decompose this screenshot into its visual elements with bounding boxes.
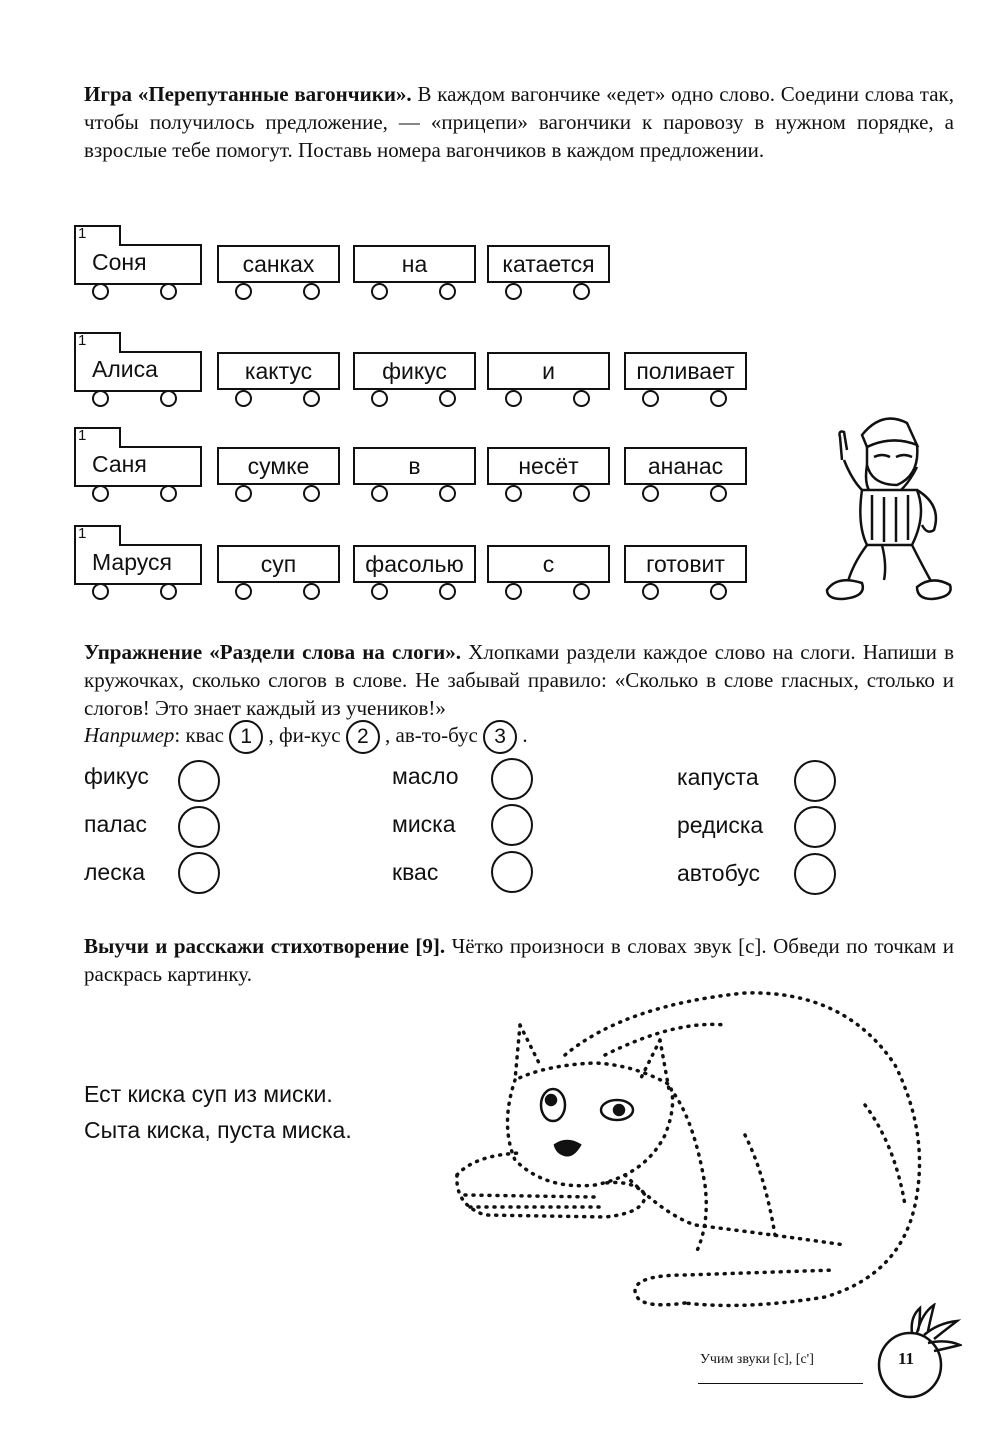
pineapple-page-icon <box>872 1303 962 1403</box>
wheel-icon <box>505 390 522 407</box>
car-word: Маруся <box>92 548 172 575</box>
wheel-icon <box>371 485 388 502</box>
footer-topic: Учим звуки [с], [с'] <box>700 1352 814 1367</box>
wheel-icon <box>439 390 456 407</box>
wheel-icon <box>160 485 177 502</box>
exercise-title: Упражнение «Раздели слова на слоги». <box>84 640 462 664</box>
wheel-icon <box>371 390 388 407</box>
wheel-icon <box>573 485 590 502</box>
wagon-car[interactable] <box>624 545 747 583</box>
wheel-icon <box>505 485 522 502</box>
example-word-2: фи-кус <box>278 722 341 747</box>
wagon-car[interactable] <box>487 352 610 390</box>
car-number: 1 <box>78 427 87 444</box>
wheel-icon <box>160 390 177 407</box>
wheel-icon <box>573 390 590 407</box>
syllable-word: квас <box>392 859 439 885</box>
wheel-icon <box>439 485 456 502</box>
syllable-answer-circle[interactable] <box>794 853 836 895</box>
wheel-icon <box>439 583 456 600</box>
syllable-word: леска <box>84 859 146 885</box>
syllable-word: миска <box>392 811 456 837</box>
car-word: несёт <box>518 452 579 479</box>
wheel-icon <box>303 583 320 600</box>
wheel-icon <box>235 583 252 600</box>
locomotive-car[interactable] <box>74 525 202 583</box>
wheel-icon <box>235 283 252 300</box>
example-sep-3: . <box>517 722 528 747</box>
car-word: в <box>408 452 421 479</box>
wheel-icon <box>303 283 320 300</box>
train-row <box>74 332 774 412</box>
wheel-icon <box>92 390 109 407</box>
syllable-word: палас <box>84 811 147 837</box>
exercise-instructions <box>84 638 954 722</box>
syllable-answer-circle[interactable] <box>491 758 533 800</box>
wagon-car[interactable] <box>217 352 340 390</box>
wheel-icon <box>710 583 727 600</box>
syllable-answer-circle[interactable] <box>794 806 836 848</box>
wagon-car[interactable] <box>353 545 476 583</box>
wagon-car[interactable] <box>353 245 476 283</box>
example-count-1: 1 <box>229 720 263 754</box>
example-count-3: 3 <box>483 720 517 754</box>
game-text: В каждом вагончике «едет» одно слово. Соедини слова так, чтобы получилось предложение, — «прицепи» вагончики к паровозу в нужном порядке, а взрослые тебе помогут. Поставь номера вагончиков в каждом предложении. <box>84 82 954 162</box>
poem-task-title: Выучи и расскажи стихотворение [9]. <box>84 934 446 958</box>
wagon-car[interactable] <box>217 545 340 583</box>
car-word: Алиса <box>92 355 158 382</box>
poem-line-1: Ест киска суп из миски. <box>84 1081 333 1107</box>
car-word: с <box>542 550 555 577</box>
example-word-1: квас <box>185 722 224 747</box>
car-word: катается <box>502 250 595 277</box>
syllable-answer-circle[interactable] <box>178 852 220 894</box>
wheel-icon <box>642 390 659 407</box>
syllable-word: масло <box>392 763 459 789</box>
wagon-car[interactable] <box>353 352 476 390</box>
poem <box>84 1076 352 1148</box>
car-number: 1 <box>78 525 87 542</box>
train-row <box>74 427 774 507</box>
car-word: суп <box>260 550 297 577</box>
example-count-2: 2 <box>346 720 380 754</box>
wagon-car[interactable] <box>624 447 747 485</box>
car-word: Соня <box>92 248 147 275</box>
game-title: Игра «Перепутанные вагончики». <box>84 82 412 106</box>
locomotive-car[interactable] <box>74 332 202 390</box>
wheel-icon <box>92 583 109 600</box>
wheel-icon <box>160 283 177 300</box>
wheel-icon <box>573 283 590 300</box>
example-label: Например <box>84 722 175 747</box>
car-number: 1 <box>78 225 87 242</box>
car-word: санках <box>242 250 315 277</box>
car-word: ананас <box>647 452 724 479</box>
car-word: поливает <box>636 357 735 384</box>
wheel-icon <box>235 390 252 407</box>
car-word: на <box>401 250 428 277</box>
poem-instructions <box>84 932 954 988</box>
locomotive-car[interactable] <box>74 427 202 485</box>
wheel-icon <box>439 283 456 300</box>
footer-divider <box>698 1383 863 1384</box>
syllable-answer-circle[interactable] <box>794 760 836 802</box>
wheel-icon <box>505 583 522 600</box>
car-word: фикус <box>382 357 447 384</box>
game-instructions <box>84 80 954 164</box>
exercise-text: Хлопками раздели каждое слово на слоги. Напиши в кружочках, сколько слогов в слове. Не забывай правило: «Сколько в слове гласных, столько и слогов! Это знает каждый из учеников!» <box>84 640 954 720</box>
wheel-icon <box>303 390 320 407</box>
wheel-icon <box>371 583 388 600</box>
example-sep-1: , <box>263 722 274 747</box>
wheel-icon <box>371 283 388 300</box>
car-word: и <box>542 357 555 384</box>
syllable-word: автобус <box>677 860 760 886</box>
wheel-icon <box>642 485 659 502</box>
car-number: 1 <box>78 332 87 349</box>
car-word: сумке <box>247 452 310 479</box>
wheel-icon <box>235 485 252 502</box>
wheel-icon <box>710 485 727 502</box>
locomotive-car[interactable] <box>74 225 202 283</box>
gnome-illustration <box>822 405 957 605</box>
wheel-icon <box>710 390 727 407</box>
syllable-word: редиска <box>677 812 764 838</box>
car-word: кактус <box>244 357 313 384</box>
train-row <box>74 525 774 605</box>
wheel-icon <box>642 583 659 600</box>
train-row <box>74 225 774 305</box>
syllable-word: капуста <box>677 764 759 790</box>
wheel-icon <box>160 583 177 600</box>
wheel-icon <box>573 583 590 600</box>
wheel-icon <box>92 485 109 502</box>
wheel-icon <box>505 283 522 300</box>
wheel-icon <box>303 485 320 502</box>
wagon-car[interactable] <box>487 447 610 485</box>
poem-task-text: Чётко произноси в словах звук [с]. Обведи по точкам и раскрась картинку. <box>84 934 954 986</box>
example-word-3: ав-то-бус <box>395 722 478 747</box>
wagon-car[interactable] <box>217 447 340 485</box>
example-sep-2: , <box>379 722 391 747</box>
car-word: готовит <box>646 550 725 577</box>
dotted-cat-illustration[interactable] <box>445 985 935 1315</box>
syllable-answer-circle[interactable] <box>178 760 220 802</box>
wagon-car[interactable] <box>487 545 610 583</box>
wheel-icon <box>92 283 109 300</box>
wagon-car[interactable] <box>353 447 476 485</box>
wagon-car[interactable] <box>624 352 747 390</box>
wagon-car[interactable] <box>217 245 340 283</box>
wagon-car[interactable] <box>487 245 610 283</box>
poem-line-2: Сыта киска, пуста миска. <box>84 1117 352 1143</box>
car-word: фасолью <box>365 550 464 577</box>
car-word: Саня <box>92 450 147 477</box>
syllable-answer-circle[interactable] <box>491 851 533 893</box>
syllable-word: фикус <box>84 763 149 789</box>
page-number: 11 <box>898 1349 915 1368</box>
syllable-answer-circle[interactable] <box>178 806 220 848</box>
example-line: Например: квас 1 , фи-кус 2 , ав-то-бус 3 . <box>84 720 954 754</box>
syllable-answer-circle[interactable] <box>491 804 533 846</box>
